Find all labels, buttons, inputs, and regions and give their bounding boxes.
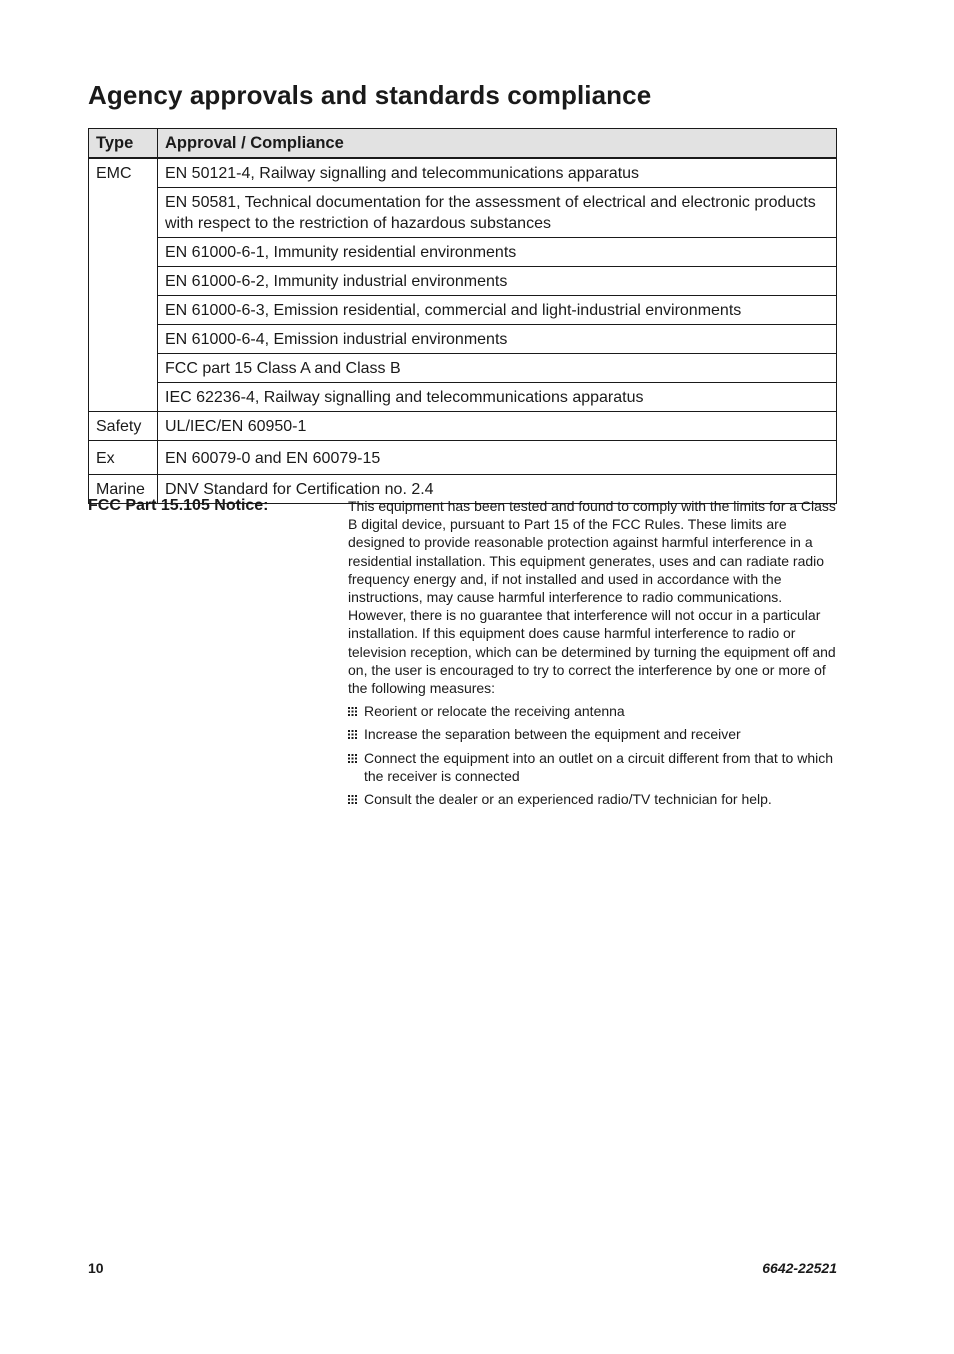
approval-cell: IEC 62236-4, Railway signalling and telecommunications apparatus — [158, 383, 837, 412]
approval-cell: EN 50581, Technical documentation for the assessment of electrical and electronic products with respect to the restriction of hazardous substances — [158, 188, 837, 238]
list-item — [348, 749, 838, 785]
page-number: 10 — [88, 1260, 104, 1276]
document-number: 6642-22521 — [762, 1260, 837, 1276]
page-title: Agency approvals and standards compliance — [88, 80, 652, 110]
approval-cell: DNV Standard for Certification no. 2.4 — [158, 475, 837, 504]
type-marine: Marine — [89, 475, 158, 504]
approval-cell: EN 50121-4, Railway signalling and telecommunications apparatus — [158, 158, 837, 188]
approvals-table — [88, 128, 837, 504]
dot-grid-bullet-icon — [348, 730, 357, 739]
approval-cell: UL/IEC/EN 60950-1 — [158, 412, 837, 441]
table-row — [89, 383, 837, 412]
type-safety: Safety — [89, 412, 158, 441]
table-row — [89, 412, 837, 441]
header-approval: Approval / Compliance — [158, 129, 837, 159]
approval-cell: EN 61000-6-1, Immunity residential environments — [158, 238, 837, 267]
type-ex: Ex — [89, 441, 158, 475]
table-row — [89, 238, 837, 267]
table-row — [89, 267, 837, 296]
header-type: Type — [89, 129, 158, 159]
approval-cell: FCC part 15 Class A and Class B — [158, 354, 837, 383]
table-row — [89, 188, 837, 238]
measure-text: Connect the equipment into an outlet on a circuit different from that to which the receiver is connected — [364, 749, 834, 784]
notice-section — [348, 497, 838, 813]
list-item — [348, 790, 838, 808]
measure-text: Consult the dealer or an experienced radio/TV technician for help. — [364, 791, 772, 808]
notice-text: This equipment has been tested and found to comply with the limits for a Class B digital device, pursuant to Part 15 of the FCC Rules. These limits are designed to provide reasonable protection against harmful interference in a residential installation. This equipment generates, uses and can radiate radio frequency energy and, if not installed and used in accordance with the instructions, may cause harmful interference to radio communications. However, there is no guarantee that interference will not occur in a particular installation. If this equipment does cause harmful interference to radio or television reception, which can be determined by turning the equipment off and on, the user is encouraged to try to correct the interference by one or more of the following measures: — [348, 498, 836, 697]
table-row — [89, 296, 837, 325]
type-emc: EMC — [89, 158, 158, 412]
notice-label: FCC Part 15.105 Notice: — [88, 497, 269, 514]
dot-grid-bullet-icon — [348, 707, 357, 716]
approval-cell: EN 61000-6-3, Emission residential, commercial and light-industrial environments — [158, 296, 837, 325]
approval-cell: EN 61000-6-2, Immunity industrial environments — [158, 267, 837, 296]
approval-cell: EN 61000-6-4, Emission industrial environments — [158, 325, 837, 354]
table-row — [89, 441, 837, 475]
dot-grid-bullet-icon — [348, 795, 357, 804]
measures-list — [348, 702, 838, 808]
dot-grid-bullet-icon — [348, 754, 357, 763]
table-row — [89, 158, 837, 188]
approval-cell: EN 60079-0 and EN 60079-15 — [158, 441, 837, 475]
measure-text: Reorient or relocate the receiving antenna — [364, 703, 625, 720]
table-row — [89, 354, 837, 383]
measure-text: Increase the separation between the equipment and receiver — [364, 726, 741, 743]
table-header-row — [89, 129, 837, 159]
list-item — [348, 702, 838, 720]
table-row — [89, 325, 837, 354]
list-item — [348, 725, 838, 743]
